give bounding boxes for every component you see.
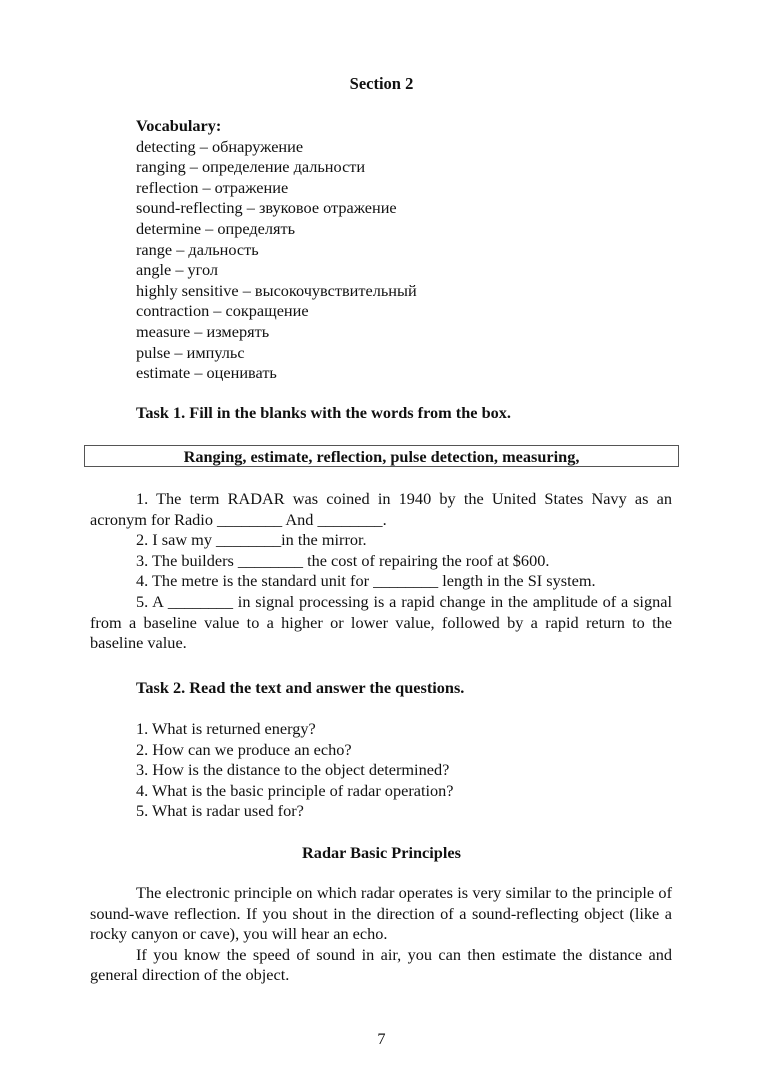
reading-paragraph: If you know the speed of sound in air, you can then estimate the distance and general direction of the object. bbox=[90, 944, 672, 985]
question-item: 4. What is the basic principle of radar operation? bbox=[136, 780, 454, 800]
reading-text bbox=[90, 883, 672, 986]
task1-heading: Task 1. Fill in the blanks with the words from the box. bbox=[136, 403, 511, 422]
vocabulary-item: detecting – обнаружение bbox=[136, 136, 304, 156]
vocabulary-heading: Vocabulary: bbox=[136, 116, 222, 135]
vocabulary-item: contraction – сокращение bbox=[136, 301, 309, 321]
task1-sentences bbox=[90, 489, 672, 654]
vocabulary-item: ranging – определение дальности bbox=[136, 157, 366, 177]
task2-heading: Task 2. Read the text and answer the questions. bbox=[136, 678, 465, 697]
vocabulary-item: determine – определять bbox=[136, 218, 296, 238]
page-number: 7 bbox=[377, 1029, 386, 1048]
vocabulary-item: angle – угол bbox=[136, 260, 219, 280]
reading-paragraph: The electronic principle on which radar operates is very similar to the principle of sound-wave reflection. If you shout in the direction of a sound-reflecting object (like a rocky canyon or cave), you will hear an echo. bbox=[90, 883, 672, 944]
section-title: Section 2 bbox=[349, 74, 414, 93]
vocabulary-item: sound-reflecting – звуковое отражение bbox=[136, 198, 397, 218]
task1-sentence: 2. I saw my ________in the mirror. bbox=[136, 530, 367, 550]
vocabulary-item: range – дальность bbox=[136, 239, 259, 259]
task1-sentence: 4. The metre is the standard unit for ________ length in the SI system. bbox=[136, 571, 596, 591]
question-item: 3. How is the distance to the object determined? bbox=[136, 760, 450, 780]
vocabulary-item: reflection – отражение bbox=[136, 177, 289, 197]
vocabulary-item: estimate – оценивать bbox=[136, 363, 277, 383]
reading-title: Radar Basic Principles bbox=[302, 843, 461, 862]
vocabulary-list bbox=[136, 116, 417, 384]
question-item: 1. What is returned energy? bbox=[136, 719, 316, 738]
task1-sentence: 5. A ________ in signal processing is a rapid change in the amplitude of a signal from a baseline value to a higher or lower value, followed by a rapid return to the baseline value. bbox=[90, 591, 672, 653]
word-box: Ranging, estimate, reflection, pulse detection, measuring, bbox=[84, 445, 679, 467]
question-item: 5. What is radar used for? bbox=[136, 801, 304, 821]
task2-questions bbox=[136, 719, 454, 822]
task1-sentence: 1. The term RADAR was coined in 1940 by the United States Navy as an acronym for Radio ________ And ________. bbox=[90, 489, 672, 529]
task1-sentence: 3. The builders ________ the cost of repairing the roof at $600. bbox=[136, 550, 550, 570]
vocabulary-item: pulse – импульс bbox=[136, 342, 245, 362]
question-item: 2. How can we produce an echo? bbox=[136, 739, 352, 759]
vocabulary-item: measure – измерять bbox=[136, 321, 270, 341]
vocabulary-item: highly sensitive – высокочувствительный bbox=[136, 280, 417, 300]
